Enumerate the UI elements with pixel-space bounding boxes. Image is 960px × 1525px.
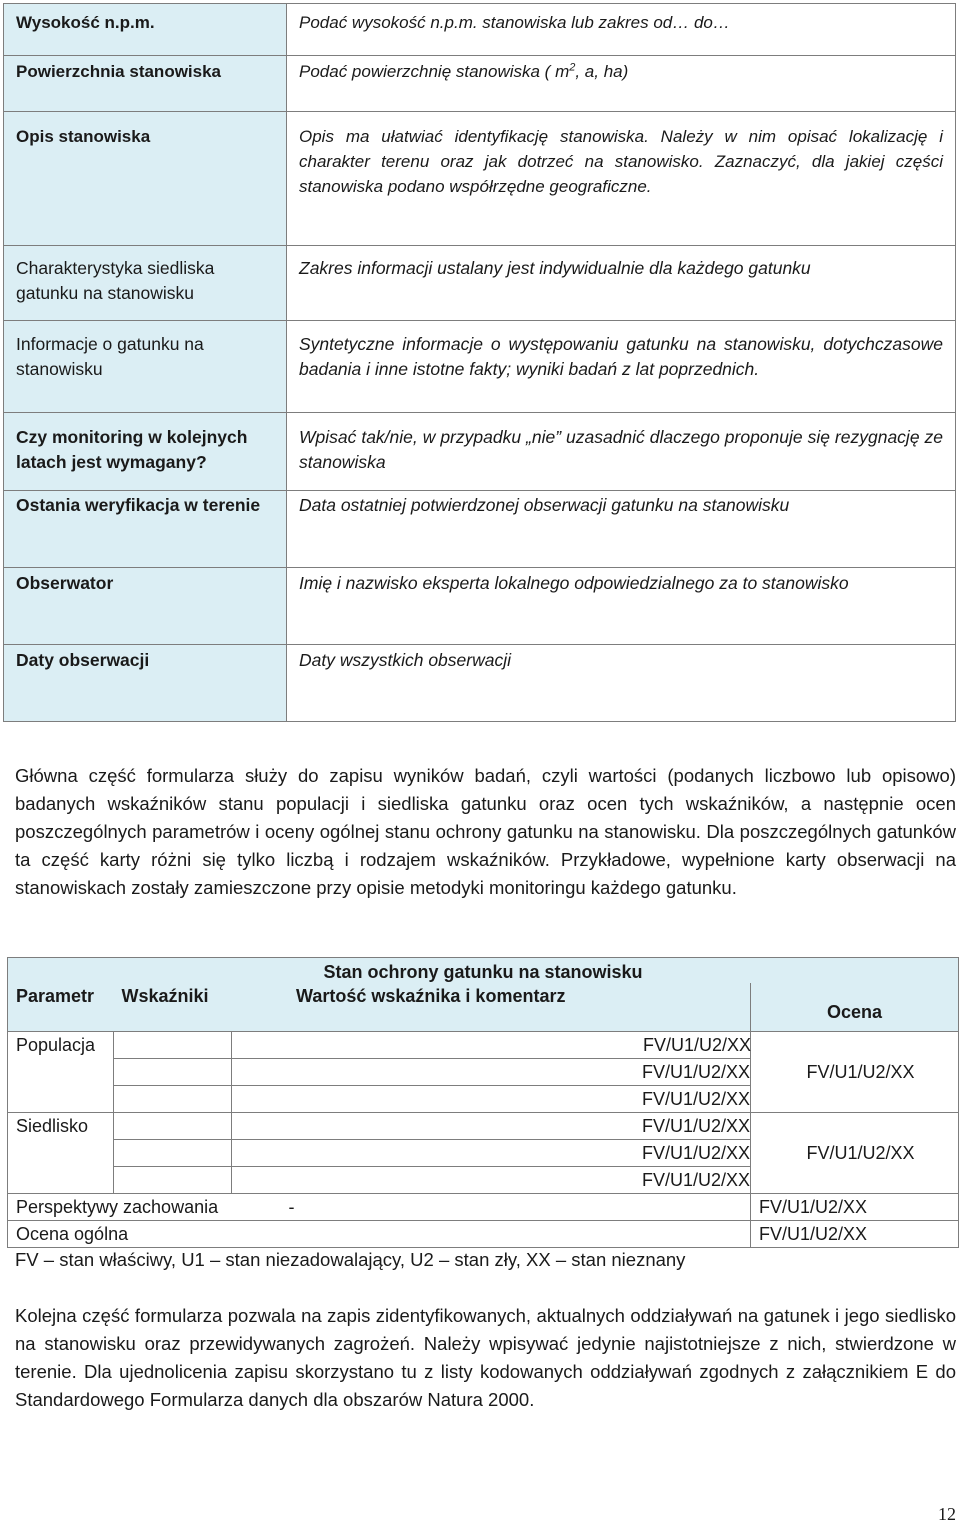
indicator-cell[interactable] xyxy=(114,1139,232,1166)
page-number: 12 xyxy=(938,1504,956,1524)
table-caption: Stan ochrony gatunku na stanowisku xyxy=(8,958,959,984)
table-row xyxy=(4,321,956,413)
value-cell[interactable] xyxy=(232,1031,751,1058)
row-label: Czy monitoring w kolejnych latach jest wymagany? xyxy=(4,413,287,491)
row-label: Ostania weryfikacja w terenie xyxy=(4,491,287,568)
indicator-cell[interactable] xyxy=(114,1085,232,1112)
param-populacja: Populacja xyxy=(8,1031,114,1112)
grade-text: FV/U1/U2/XX xyxy=(641,1142,750,1163)
param-siedlisko: Siedlisko xyxy=(8,1112,114,1193)
body-paragraph: Główna część formularza służy do zapisu wyników badań, czyli wartości (podanych liczbowo lub opisowo) badanych wskaźników stanu populacji i siedliska gatunku oraz ocen tych wskaźników, a następnie ocen poszczególnych parametrów i oceny ogólnej stanu ochrony gatunku na stanowisku. Dla poszczególnych gatunków ta część karty różni się tylko liczbą i rodzajem wskaźników. Przykładowe, wypełnione karty obserwacji na stanowiskach zostały zamieszczone przy opisie metodyki monitoringu każdego gatunku. xyxy=(15,765,956,898)
grade-text: FV/U1/U2/XX xyxy=(806,1061,915,1082)
row-value: Imię i nazwisko eksperta lokalnego odpowiedzialnego za to stanowisko xyxy=(287,568,956,645)
param-perspektywy: Perspektywy zachowania xyxy=(8,1193,232,1220)
row-value xyxy=(287,56,956,112)
table-row xyxy=(8,1112,959,1139)
value-cell[interactable] xyxy=(232,1166,751,1193)
value-cell[interactable] xyxy=(232,1058,751,1085)
perspektywy-value[interactable]: - xyxy=(232,1193,751,1220)
table-row xyxy=(4,413,956,491)
table-row xyxy=(4,491,956,568)
table-row xyxy=(4,112,956,246)
table-row xyxy=(8,1220,959,1247)
grade-legend: FV – stan właściwy, U1 – stan niezadowalający, U2 – stan zły, XX – stan nieznany xyxy=(15,1249,686,1270)
value-text: , a, ha) xyxy=(575,62,629,81)
table-header-row xyxy=(8,983,959,1031)
indicator-cell[interactable] xyxy=(114,1166,232,1193)
row-label: Wysokość n.p.m. xyxy=(4,4,287,56)
grade-text: FV/U1/U2/XX xyxy=(641,1115,750,1136)
row-label: Opis stanowiska xyxy=(4,112,287,246)
header-param: Parametr xyxy=(8,983,114,1031)
row-label: Obserwator xyxy=(4,568,287,645)
param-ocena-ogolna: Ocena ogólna xyxy=(8,1220,232,1247)
table-row xyxy=(4,645,956,722)
value-text: Podać powierzchnię stanowiska ( m xyxy=(299,62,570,81)
grade-text: FV/U1/U2/XX xyxy=(641,1088,750,1109)
table-row xyxy=(4,568,956,645)
site-info-table xyxy=(3,3,956,722)
row-value: Daty wszystkich obserwacji xyxy=(287,645,956,722)
row-label: Powierzchnia stanowiska xyxy=(4,56,287,112)
ocena-ogolna-grade: FV/U1/U2/XX xyxy=(751,1220,959,1247)
grade-text: FV/U1/U2/XX xyxy=(642,1034,751,1055)
table-row xyxy=(8,1193,959,1220)
table-row xyxy=(4,4,956,56)
row-value: Data ostatniej potwierdzonej obserwacji gatunku na stanowisku xyxy=(287,491,956,568)
table-row xyxy=(8,1031,959,1058)
conservation-status-table xyxy=(7,957,959,1248)
indicator-cell[interactable] xyxy=(114,1112,232,1139)
header-grade: Ocena xyxy=(751,983,959,1031)
ocena-ogolna-value[interactable] xyxy=(232,1220,751,1247)
header-value: Wartość wskaźnika i komentarz xyxy=(232,983,751,1031)
value-cell[interactable] xyxy=(232,1112,751,1139)
row-value: Opis ma ułatwiać identyfikację stanowiska. Należy w nim opisać lokalizację i charakter terenu oraz jak dotrzeć na stanowisko. Zaznaczyć, dla jakiej części stanowiska podano współrzędne geograficzne. xyxy=(287,112,956,246)
indicator-cell[interactable] xyxy=(114,1058,232,1085)
perspektywy-grade: FV/U1/U2/XX xyxy=(751,1193,959,1220)
body-paragraph: Kolejna część formularza pozwala na zapis zidentyfikowanych, aktualnych oddziaływań na gatunek i jego siedlisko na stanowisku oraz przewidywanych zagrożeń. Należy wpisywać jedynie najistotniejsze z nich, stwierdzone w terenie. Dla ujednolicenia zapisu skorzystano tu z listy kodowanych oddziaływań zgodnych z załącznikiem E do Standardowego Formularza danych dla obszarów Natura 2000. xyxy=(15,1305,956,1410)
superscript: 2 xyxy=(569,61,576,74)
row-label: Daty obserwacji xyxy=(4,645,287,722)
param-grade-cell xyxy=(751,1112,959,1193)
table-row xyxy=(4,246,956,321)
row-label: Informacje o gatunku na stanowisku xyxy=(4,321,287,413)
row-value: Podać wysokość n.p.m. stanowiska lub zakres od… do… xyxy=(287,4,956,56)
row-value: Syntetyczne informacje o występowaniu gatunku na stanowisku, dotychczasowe badania i inne istotne fakty; wyniki badań z lat poprzednich. xyxy=(287,321,956,413)
table-caption-row xyxy=(8,958,959,984)
header-indicators: Wskaźniki xyxy=(114,983,232,1031)
row-value: Zakres informacji ustalany jest indywidualnie dla każdego gatunku xyxy=(287,246,956,321)
grade-text: FV/U1/U2/XX xyxy=(641,1169,750,1190)
row-value: Wpisać tak/nie, w przypadku „nie” uzasadnić dlaczego proponuje się rezygnację ze stanowiska xyxy=(287,413,956,491)
grade-text: FV/U1/U2/XX xyxy=(806,1142,915,1163)
value-cell[interactable] xyxy=(232,1085,751,1112)
table-row xyxy=(4,56,956,112)
row-label: Charakterystyka siedliska gatunku na stanowisku xyxy=(4,246,287,321)
indicator-cell[interactable] xyxy=(114,1031,232,1058)
value-cell[interactable] xyxy=(232,1139,751,1166)
param-grade-cell xyxy=(751,1031,959,1112)
grade-text: FV/U1/U2/XX xyxy=(641,1061,750,1082)
